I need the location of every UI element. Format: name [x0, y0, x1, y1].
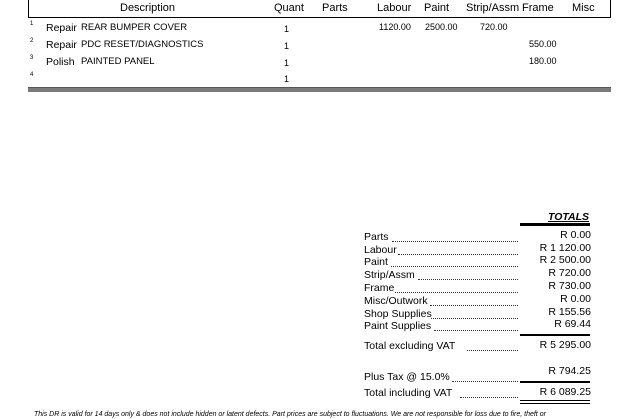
col-quant: Quant — [274, 2, 304, 14]
row-number: 4 — [30, 72, 34, 78]
table-border-right — [610, 0, 611, 18]
row-strip: 720.00 — [480, 22, 508, 32]
row-description: PAINTED PANEL — [81, 56, 155, 67]
row-type: Polish — [46, 56, 75, 68]
col-strip: Strip/Assm — [466, 2, 520, 14]
col-labour: Labour — [377, 2, 412, 14]
grand-total-rule-1 — [520, 400, 590, 401]
col-description: Description — [120, 2, 176, 14]
col-paint: Paint — [424, 2, 450, 14]
row-quant: 1 — [284, 41, 290, 51]
row-frame: 550.00 — [529, 39, 557, 49]
row-number: 3 — [30, 55, 34, 61]
tax-rule — [520, 381, 590, 383]
table-bottom-bar — [28, 87, 611, 92]
col-frame: Frame — [522, 2, 554, 14]
row-paint: 2500.00 — [425, 22, 458, 32]
disclaimer-text: This DR is valid for 14 days only & does not include hidden or latent defects. Part prices are subject to fluctuations. We are not responsible for loss due to fire, theft or — [34, 411, 546, 418]
row-number: 2 — [30, 38, 34, 44]
row-type: Repair — [46, 22, 77, 34]
row-description: REAR BUMPER COVER — [81, 22, 188, 33]
row-frame: 180.00 — [529, 56, 557, 66]
subtotal-rule — [520, 334, 590, 336]
row-quant: 1 — [284, 58, 290, 68]
col-misc: Misc — [572, 2, 595, 14]
row-description: PDC RESET/DIAGNOSTICS — [81, 39, 204, 50]
row-labour: 1120.00 — [379, 22, 411, 32]
header-divider — [28, 17, 611, 18]
row-number: 1 — [30, 21, 34, 27]
grand-total-rule-2 — [520, 403, 590, 404]
table-border-left — [28, 0, 29, 18]
totals-top-rule — [520, 223, 590, 226]
col-parts: Parts — [322, 2, 348, 14]
row-type: Repair — [46, 39, 77, 51]
row-quant: 1 — [284, 24, 290, 34]
row-quant: 1 — [284, 74, 290, 84]
totals-heading: TOTALS — [548, 211, 590, 223]
